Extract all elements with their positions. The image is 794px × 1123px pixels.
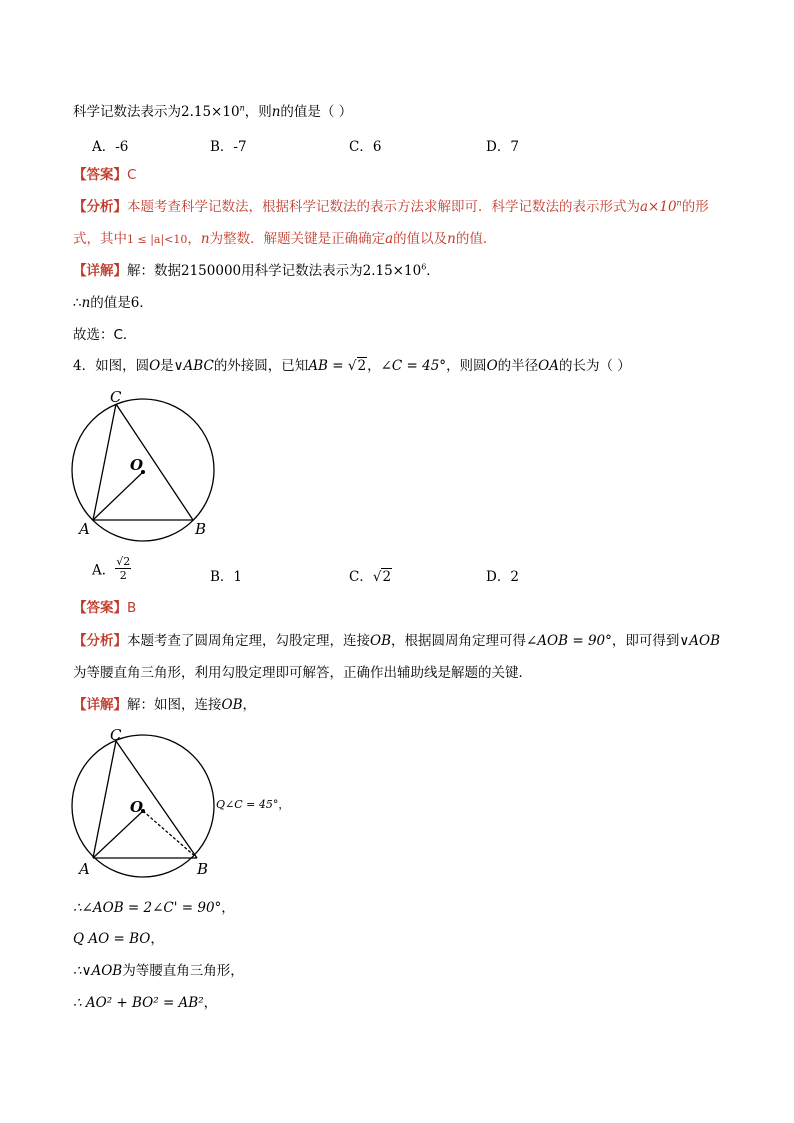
label-o: O xyxy=(130,798,144,816)
q4-step1-text: ∴∠AOB = 2∠C' = 90° xyxy=(73,900,222,916)
q4-analysis-text1c: ，即可得到 xyxy=(611,633,680,649)
q3-conclusion xyxy=(73,294,153,312)
q3-detail-sci: 2.15×10 xyxy=(362,263,422,279)
q3-analysis-a: a xyxy=(385,231,394,247)
q3-detail xyxy=(73,262,440,280)
q3-detail-text-a: 解：数据 xyxy=(127,263,181,279)
q4-option-c-value: 2 xyxy=(382,569,392,585)
q3-analysis-text2a: 式，其中 xyxy=(73,231,127,247)
q4-stem-c: 的外接圆，已知 xyxy=(213,358,309,374)
q3-answer-value: C xyxy=(127,167,137,183)
q3-option-c: C．6 xyxy=(349,139,382,155)
q3-option-d: D．7 xyxy=(486,139,519,155)
q4-option-c xyxy=(349,565,392,585)
q3-stem xyxy=(73,103,352,121)
q4-analysis-line1 xyxy=(73,632,720,650)
q3-analysis-line1 xyxy=(73,198,709,216)
label-b: B xyxy=(195,520,207,538)
q3-analysis-line2 xyxy=(73,230,496,249)
q3-detail-number: 2150000 xyxy=(181,263,242,279)
q4-analysis-text1b: ，根据圆周角定理可得 xyxy=(391,633,526,649)
q4-figure2-note-end: ， xyxy=(278,798,290,811)
q4-analysis-text1a: 本题考查了圆周角定理，勾股定理，连接 xyxy=(127,633,370,649)
q3-stem-exponent: n xyxy=(239,103,245,113)
q3-answer xyxy=(73,166,136,184)
q4-stem-b: 是 xyxy=(160,358,174,374)
q3-stem-prefix: 科学记数法表示为 xyxy=(73,104,181,120)
q4-answer-tag: 【答案】 xyxy=(73,600,127,616)
q3-stem-suffix: 的值是（ ） xyxy=(280,104,353,120)
q4-detail-tag: 【详解】 xyxy=(73,697,127,713)
q3-answer-tag: 【答案】 xyxy=(73,167,127,183)
label-a: A xyxy=(79,860,90,878)
q4-detail-ob: OB xyxy=(221,697,243,713)
q4-stem-e: ，则圆 xyxy=(446,358,487,374)
q3-therefore-symbol: ∴ xyxy=(73,295,82,311)
q3-conclusion-var: n xyxy=(81,295,91,311)
q4-step1-end: ， xyxy=(221,900,235,916)
q3-detail-sci-exponent: 6 xyxy=(421,262,427,272)
q4-figure-circumcircle xyxy=(60,385,230,545)
q3-choice: 故选：C． xyxy=(73,327,137,343)
q3-detail-tag: 【详解】 xyxy=(73,263,127,279)
q4-figure-solution xyxy=(60,724,230,884)
q3-analysis-n: n xyxy=(200,231,210,247)
q4-stem-sqrt-value: 2 xyxy=(357,358,367,374)
q4-step3 xyxy=(73,962,244,980)
q4-option-c-sqrt: √2 xyxy=(372,569,392,585)
q4-step2 xyxy=(73,930,164,948)
q4-step2-text: Q AO = BO xyxy=(73,931,151,947)
q3-detail-text-b: 用科学记数法表示为 xyxy=(241,263,363,279)
q4-step4-text: ∴ AO² + BO² = AB² xyxy=(73,995,204,1011)
label-b: B xyxy=(197,860,209,878)
q4-analysis-angle: ∠AOB = 90° xyxy=(526,633,612,649)
q4-stem-oa: OA xyxy=(538,358,559,374)
q4-analysis-triangle: ∨AOB xyxy=(679,633,720,649)
q4-step2-end: ， xyxy=(150,931,164,947)
q3-analysis-text2b: ， xyxy=(187,231,201,247)
q4-figure2-note xyxy=(216,796,289,814)
q3-analysis-n2: n xyxy=(447,231,456,247)
q4-step3-text-a: ∴∨AOB xyxy=(73,963,123,979)
q4-detail-text-a: 解：如图，连接 xyxy=(127,697,222,713)
q3-option-a: A．-6 xyxy=(92,139,129,155)
q3-analysis-tag: 【分析】 xyxy=(73,199,127,215)
q4-stem-a: 如图，圆 xyxy=(95,358,150,374)
q3-analysis-text2e: 的值． xyxy=(455,231,497,247)
q3-stem-number: 2.15×10 xyxy=(181,104,240,120)
q3-conclusion-end: ． xyxy=(139,295,153,311)
q4-analysis-ob: OB xyxy=(370,633,391,649)
q4-detail-text-b: ， xyxy=(242,697,256,713)
segment-ca xyxy=(93,404,116,520)
q4-option-a xyxy=(92,555,131,582)
q4-stem-d: ， xyxy=(367,358,381,374)
q3-stem-variable: n xyxy=(271,104,281,120)
q4-option-d: D．2 xyxy=(486,569,519,585)
q4-option-a-denominator: 2 xyxy=(119,569,127,582)
q3-analysis-form-exponent: n xyxy=(676,198,682,208)
q4-stem-g: 的长为（ ） xyxy=(558,358,631,374)
q4-option-a-label: A． xyxy=(92,562,116,579)
q3-analysis-text2c: 为整数．解题关键是正确确定 xyxy=(209,231,386,247)
label-c: C xyxy=(110,388,122,406)
q4-stem-o2: O xyxy=(486,358,498,374)
q4-option-a-fraction xyxy=(115,555,131,582)
q4-number: 4． xyxy=(73,358,96,374)
q4-step1 xyxy=(73,899,235,917)
q4-stem-o: O xyxy=(149,358,161,374)
q4-step4-end: ， xyxy=(203,995,218,1011)
q3-conclusion-text: 的值是 xyxy=(90,295,131,311)
q3-analysis-text2d: 的值以及 xyxy=(393,231,448,247)
q4-stem-sqrt: √2 xyxy=(347,358,367,374)
q4-stem-ab: AB = xyxy=(308,358,348,374)
q4-stem-angle: ∠C = 45° xyxy=(380,358,447,374)
q4-option-a-numerator: √2 xyxy=(116,555,131,568)
q3-analysis-text1-end: 的形 xyxy=(681,199,709,215)
q4-detail xyxy=(73,696,256,714)
q4-answer xyxy=(73,599,136,617)
q4-stem-triangle: ∨ABC xyxy=(173,358,214,374)
q4-analysis-line2: 为等腰直角三角形，利用勾股定理即可解答，正确作出辅助线是解题的关键． xyxy=(73,665,532,681)
q3-conclusion-value: 6 xyxy=(130,295,140,311)
segment-cb xyxy=(116,404,193,520)
q3-stem-mid: ，则 xyxy=(244,104,272,120)
label-a: A xyxy=(79,520,90,538)
q4-figure2-note-text: Q∠C = 45° xyxy=(216,798,279,811)
q4-option-c-label: C． xyxy=(349,569,373,585)
q4-answer-value: B xyxy=(127,600,137,616)
q3-option-b: B．-7 xyxy=(210,139,247,155)
q4-option-b: B．1 xyxy=(210,569,243,585)
q4-step3-text-b: 为等腰直角三角形， xyxy=(122,963,244,979)
q4-step4 xyxy=(73,994,217,1012)
q3-detail-text-c: ． xyxy=(426,263,440,279)
q4-stem-f: 的半径 xyxy=(497,358,539,374)
q3-analysis-form: a×10 xyxy=(640,199,677,215)
label-c: C xyxy=(110,726,122,744)
q4-stem xyxy=(73,357,631,375)
segment-cb xyxy=(116,741,197,858)
q3-analysis-text1: 本题考查科学记数法，根据科学记数法的表示方法求解即可．科学记数法的表示形式为 xyxy=(127,199,640,215)
q4-analysis-tag: 【分析】 xyxy=(73,633,127,649)
q3-analysis-range: 1 ≤ |a|<10 xyxy=(127,233,188,246)
label-o: O xyxy=(130,456,144,474)
